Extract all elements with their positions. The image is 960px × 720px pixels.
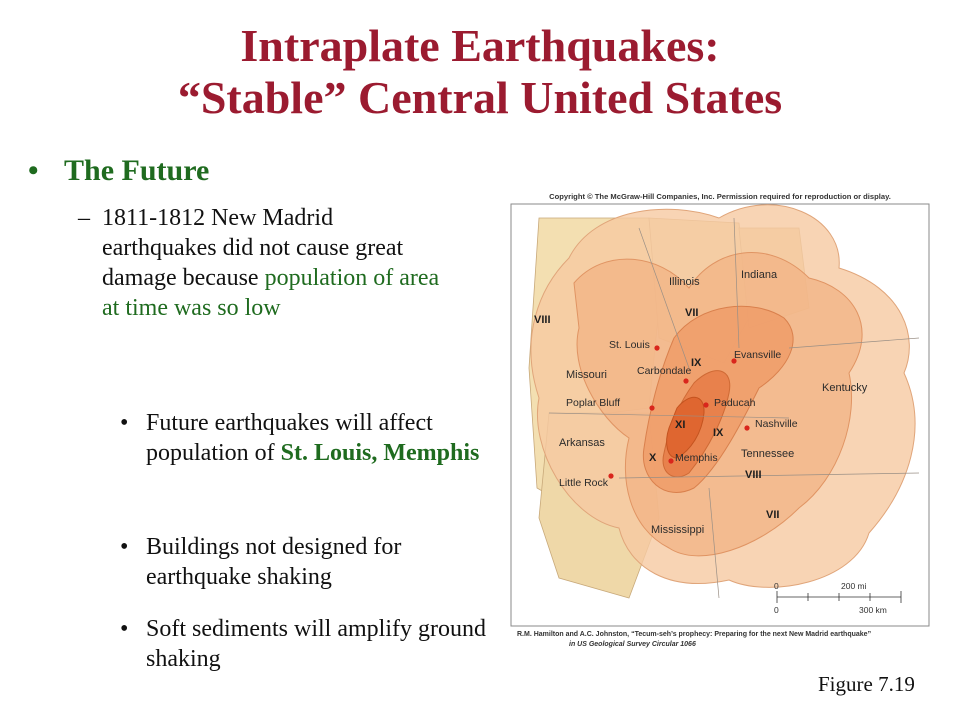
- city-label-nashville: Nashville: [755, 418, 798, 430]
- bullet-marker: •: [120, 616, 129, 642]
- city-label-little-rock: Little Rock: [559, 477, 609, 489]
- intensity-label: XI: [675, 419, 686, 431]
- copyright-notice: Copyright © The McGraw-Hill Companies, Inc. Permission required for reproduction or display.: [549, 192, 891, 201]
- city-dot: [744, 425, 749, 430]
- citation-line-2: in US Geological Survey Circular 1066: [569, 641, 696, 648]
- heading-text: The Future: [64, 154, 210, 187]
- city-dot: [649, 405, 654, 410]
- bullet-marker: •: [120, 410, 129, 436]
- sub-text-green: population of area at time was so low: [102, 265, 440, 321]
- intensity-label: X: [649, 452, 657, 464]
- sub-text-plain: 1811-1812 New Madrid earthquakes did not cause great damage because: [102, 205, 404, 291]
- state-label-illinois: Illinois: [669, 276, 700, 288]
- dash-marker: –: [78, 205, 90, 231]
- city-label-poplar-bluff: Poplar Bluff: [566, 397, 621, 409]
- scale-zero: 0: [774, 605, 779, 615]
- bullet-marker: •: [120, 534, 129, 560]
- city-dot: [683, 378, 688, 383]
- intensity-map-figure: [509, 188, 931, 654]
- item-text: Future earthquakes will affect population of: [146, 410, 433, 466]
- city-label-evansville: Evansville: [734, 349, 782, 361]
- state-label-mississippi: Mississippi: [651, 524, 705, 536]
- item-cities: St. Louis, Memphis: [280, 440, 480, 466]
- intensity-label: VIII: [745, 469, 762, 481]
- city-dot: [654, 345, 659, 350]
- state-label-indiana: Indiana: [741, 269, 778, 281]
- scale-zero: 0: [774, 581, 779, 591]
- city-label-st-louis: St. Louis: [609, 339, 650, 351]
- state-label-kentucky: Kentucky: [822, 382, 868, 394]
- intensity-map: [509, 188, 931, 654]
- sub-bullet-text: [102, 203, 442, 323]
- item-text: Buildings not designed for earthquake shaking: [146, 534, 402, 590]
- item-text: Soft sediments will amplify ground shaking: [146, 616, 486, 672]
- city-dot: [703, 402, 708, 407]
- intensity-label: IX: [713, 427, 724, 439]
- bullet-marker: •: [28, 154, 39, 187]
- intensity-label: VII: [685, 307, 699, 319]
- city-dot: [668, 458, 673, 463]
- city-label-carbondale: Carbondale: [637, 365, 692, 377]
- city-label-paducah: Paducah: [714, 397, 756, 409]
- title-line-1: Intraplate Earthquakes:: [240, 20, 720, 71]
- state-label-arkansas: Arkansas: [559, 437, 605, 449]
- scale-miles: 200 mi: [841, 581, 867, 591]
- city-dot: [608, 473, 613, 478]
- scale-km: 300 km: [859, 605, 887, 615]
- state-label-tennessee: Tennessee: [741, 448, 795, 460]
- intensity-label: IX: [691, 357, 702, 369]
- intensity-label: VII: [766, 509, 780, 521]
- title-line-2: “Stable” Central United States: [177, 72, 783, 123]
- figure-label: Figure 7.19: [818, 672, 915, 696]
- state-label-missouri: Missouri: [566, 369, 607, 381]
- citation-line-1: R.M. Hamilton and A.C. Johnston, “Tecum-seh’s prophecy: Preparing for the next New Madrid earthquake”: [517, 631, 872, 638]
- city-label-memphis: Memphis: [675, 452, 718, 464]
- intensity-label: VIII: [534, 314, 551, 326]
